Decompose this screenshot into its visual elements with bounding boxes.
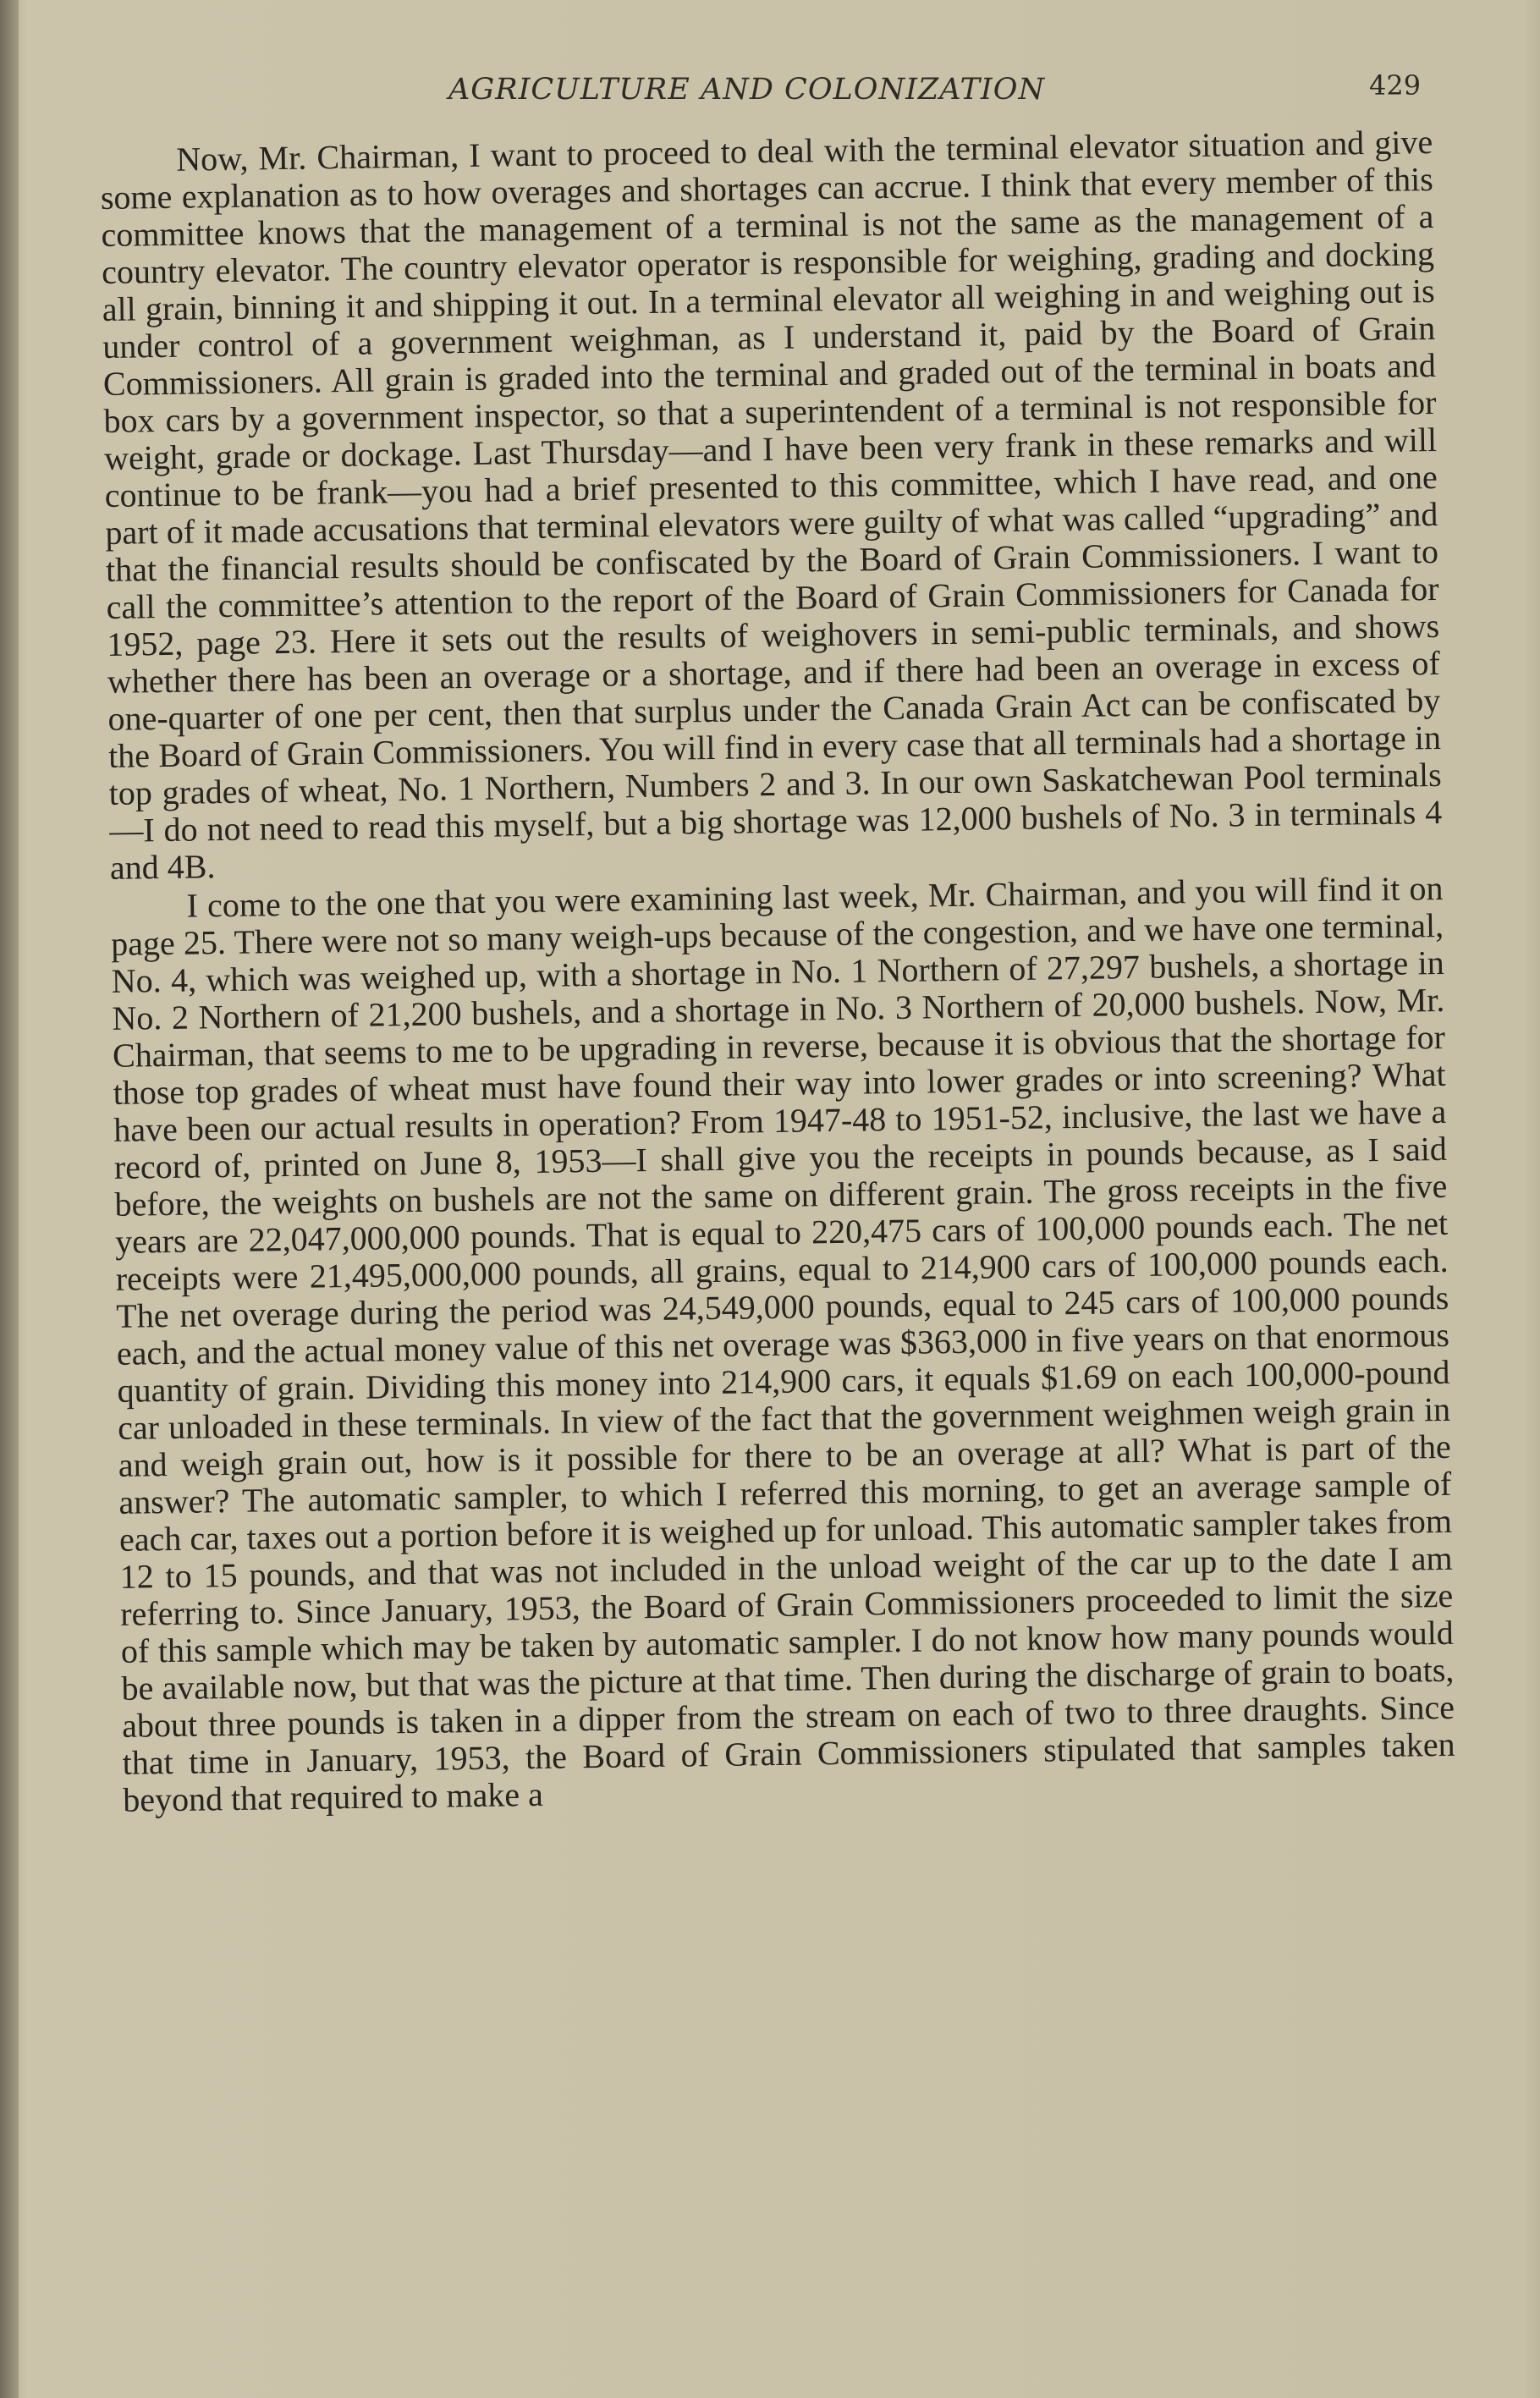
paragraph-1: Now, Mr. Chairman, I want to proceed to deal with the terminal elevator situation and give some explanation as to how overages and shortages can accrue. I think that every member of this committee knows that the management of a terminal is not the same as the management of a country elevator. The country elevator operator is responsible for weighing, grading and docking all grain, binning it and shipping it out. In a terminal elevator all weighing in and weighing out is under control of a government weighman, as I understand it, paid by the Board of Grain Commissioners. All grain is graded into the terminal and graded out of the terminal in boats and box cars by a government inspector, so that a superintendent of a terminal is not responsible for weight, grade or dockage. Last Thursday—and I have been very frank in these remarks and will continue to be frank—you had a brief presented to this committee, which I have read, and one part of it made accusations that terminal elevators were guilty of what was called “upgrading” and that the financial results should be confiscated by the Board of Grain Commissioners. I want to call the committee’s attention to the report of the Board of Grain Commissioners for Canada for 1952, page 23. Here it sets out the results of weighovers in semi-public terminals, and shows whether there has been an overage or a shortage, and if there had been an overage in excess of one-quarter of one per cent, then that surplus under the Canada Grain Act can be confiscated by the Board of Grain Commissioners. You will find in every case that all terminals had a shortage in top grades of wheat, No. 1 Northern, Numbers 2 and 3. In our own Saskatchewan Pool terminals—I do not need to read this myself, but a big shortage was 12,000 bushels of No. 3 in terminals 4 and 4B. xyxy=(100,123,1443,887)
page-number: 429 xyxy=(1369,69,1422,102)
body-text xyxy=(100,124,1456,1819)
page-header xyxy=(0,69,1540,120)
book-spine-shadow xyxy=(0,0,19,2398)
paragraph-2: I come to the one that you were examining last week, Mr. Chairman, and you will find it on page 25. There were not so many weigh-ups because of the congestion, and we have one terminal, No. 4, which was weighed up, with a shortage in No. 1 Northern of 27,297 bushels, a shortage in No. 2 Northern of 21,200 bushels, and a shortage in No. 3 Northern of 20,000 bushels. Now, Mr. Chairman, that seems to me to be upgrading in reverse, because it is obvious that the shortage for those top grades of wheat must have found their way into lower grades or into screening? What have been our actual results in operation? From 1947-48 to 1951-52, inclusive, the last we have a record of, printed on June 8, 1953—I shall give you the receipts in pounds because, as I said before, the weights on bushels are not the same on different grain. The gross receipts in the five years are 22,047,000,000 pounds. That is equal to 220,475 cars of 100,000 pounds each. The net receipts were 21,495,000,000 pounds, all grains, equal to 214,900 cars of 100,000 pounds each. The net overage during the period was 24,549,000 pounds, equal to 245 cars of 100,000 pounds each, and the actual money value of this net overage was $363,000 in five years on that enormous quantity of grain. Dividing this money into 214,900 cars, it equals $1.69 on each 100,000-pound car unloaded in these terminals. In view of the fact that the government weighmen weigh grain in and weigh grain out, how is it possible for there to be an overage at all? What is part of the answer? The automatic sampler, to which I referred this morning, to get an average sample of each car, taxes out a portion before it is weighed up for unload. This automatic sampler takes from 12 to 15 pounds, and that was not included in the unload weight of the car up to the date I am referring to. Since January, 1953, the Board of Grain Commissioners proceeded to limit the size of this sample which may be taken by automatic sampler. I do not know how many pounds would be available now, but that was the picture at that time. Then during the discharge of grain to boats, about three pounds is taken in a dipper from the stream on each of two to three draughts. Since that time in January, 1953, the Board of Grain Commissioners stipulated that samples taken beyond that required to make a xyxy=(110,868,1455,1819)
running-title: AGRICULTURE AND COLONIZATION xyxy=(448,73,1046,107)
